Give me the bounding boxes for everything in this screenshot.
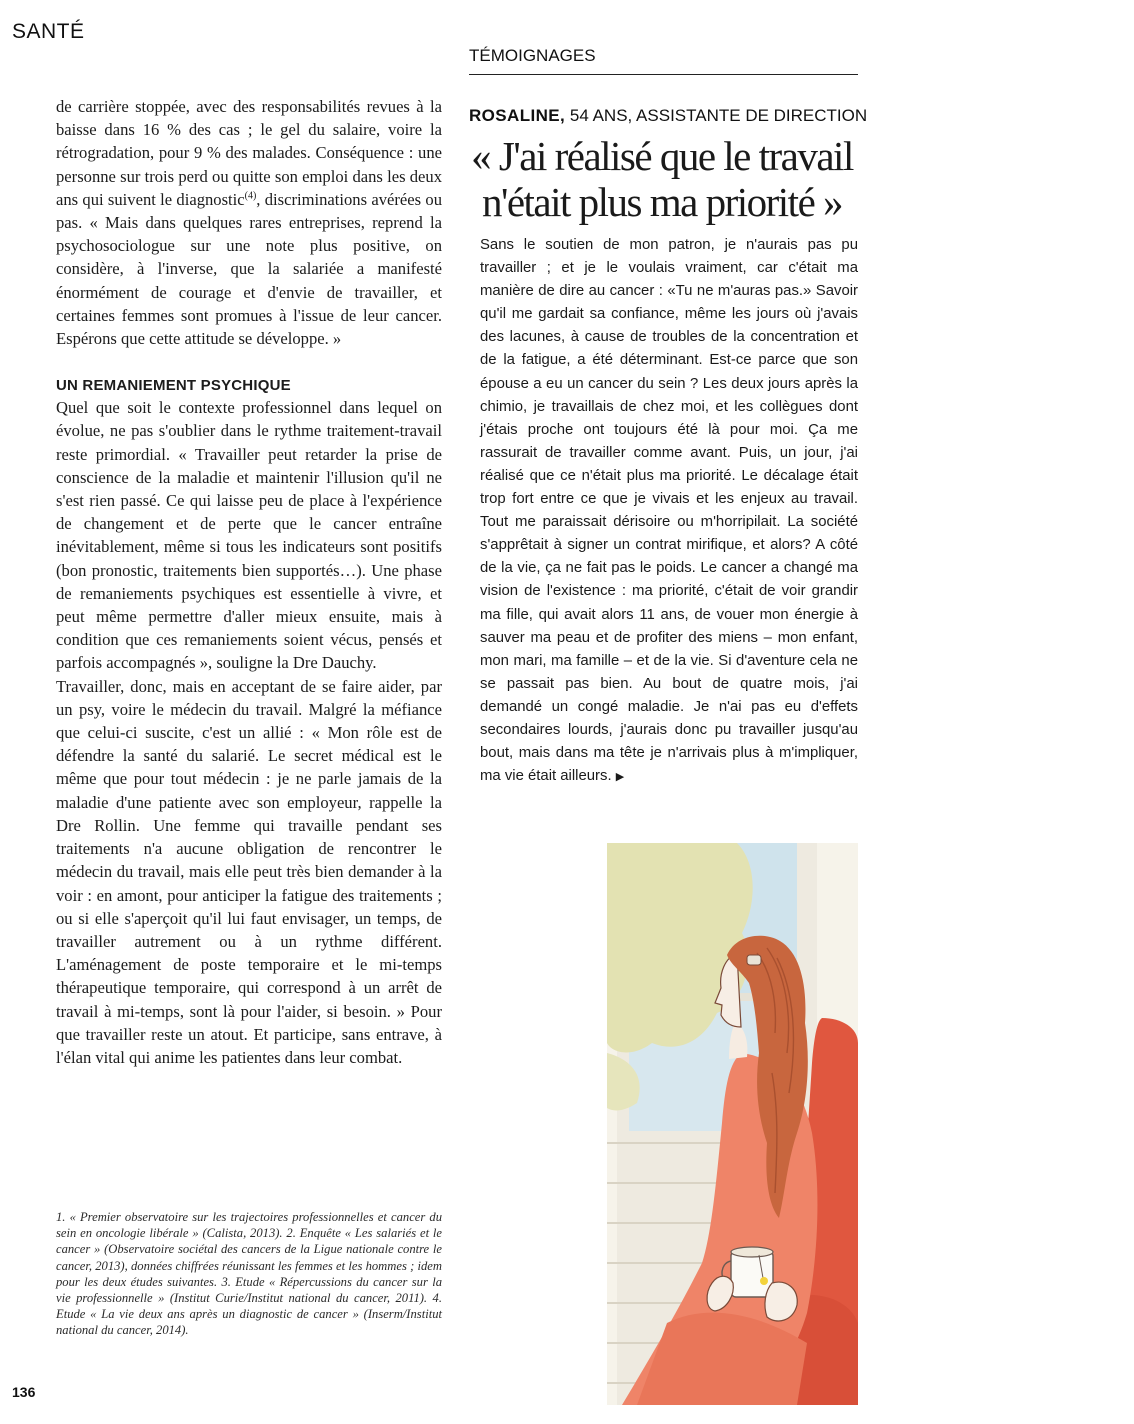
body-paragraph: Travailler, donc, mais en acceptant de se faire aider, par un psy, voire le médecin du travail. Malgré la méfiance que celui-ci suscite, c'est un allié : « Mon rôle est de défendre la santé du salarié. Le secret médical est le même que pour tout médecin : je ne parle jamais de la maladie d'une patiente avec son employeur, rappelle la Dre Rollin. Une femme qui travaille pendant ses traitements n'a aucune obligation de rencontrer le médecin du travail, mais elle peut très bien demander à la voir : en amont, pour anticiper la fatigue des traitements ; ou si elle s'aperçoit qu'il lui faut envisager, un temps, de travailler autrement ou à un rythme différent. L'aménagement de poste temporaire et le mi-temps thérapeutique temporaire, qui correspond à un arrêt de travail à mi-temps, sont là pour l'aider, si besoin. » Pour que travailler reste un atout. Et participe, sans entrave, à l'élan vital qui anime les patientes dans leur combat. (56, 676, 442, 1067)
testimony-body: Sans le soutien de mon patron, je n'aurais pas pu travailler ; et je le voulais vraiment, car c'était ma manière de dire au cancer : «Tu ne m'auras pas.» Savoir qu'il me gardait sa confiance, même les jours où j'avais des lacunes, à cause de troubles de la concentration et de la fatigue, a été déterminant. Est-ce parce que son épouse a eu un cancer du sein ? Les deux jours après la chimio, je travaillais de chez moi, et les collègues dont j'étais proche ont toujours été là pour moi. Ça me rassurait de travailler comme avant. Puis, un jour, j'ai réalisé que ce n'était plus ma priorité. Le décalage était trop fort entre ce que je vivais et les enjeux au travail. Tout me paraissait dérisoire ou m'horripilait. La société s'apprêtait à signer un contrat mirifique, et alors? A côté de la vie, ça ne fait pas le poids. Le cancer a changé ma vision de l'existence : ma priorité, c'était de voir grandir ma fille, qui avait alors 11 ans, de vouer mon énergie à sauver ma peau et de profiter des miens – mon enfant, mon mari, ma famille – et de la vie. Si d'aventure cela ne se passait pas bien. Au bout de quatre mois, j'ai demandé un congé maladie. Je n'ai pas eu d'effets secondaires lourds, j'aurais donc pu travailler jusqu'au bout, mais dans ma tête je n'arrivais plus à m'impliquer, ma vie était ailleurs. ▶ (480, 237, 858, 785)
section-label: SANTÉ (12, 20, 85, 43)
article-left-column (56, 95, 442, 1069)
footnote-reference: (4) (244, 190, 257, 202)
testimony-details: 54 ANS, ASSISTANTE DE DIRECTION (565, 106, 868, 125)
headline-line: n'était plus ma priorité » (481, 179, 843, 225)
headline-line: « J'ai réalisé que le travail (471, 133, 853, 179)
body-paragraph: de carrière stoppée, avec des responsabilités revues à la baisse dans 16 % des cas ; le gel du salaire, voire la rétrogradation, pour 9 % des malades. Conséquence : une personne sur trois perd ou quitte son emploi dans les deux ans qui suivent le diagnostic$^{(4)}$, discriminations avérées ou pas. « Mais dans quelques rares entreprises, reprend la psychosociologue sur une note plus positive, on considère, à l'inverse, que la salariée a manifesté énormément de courage et d'envie de travailler, et certaines femmes sont promues à l'issue de leur cancer. Espérons que cette attitude se développe. » (56, 97, 442, 349)
page-number: 136 (12, 1384, 36, 1400)
continue-arrow-icon: ▶ (615, 771, 625, 784)
woman-with-cup-illustration (607, 843, 858, 1405)
testimony-name: ROSALINE, (469, 106, 566, 125)
body-paragraph: Quel que soit le contexte professionnel dans lequel on évolue, ne pas s'oublier dans le rythme traitement-travail reste primordial. « Travailler peut retarder la prise de conscience de la maladie et maintenir l'illusion qu'il ne s'est rien passé. Ce qui laisse peu de place à l'expérience de changement et de perte que le cancer entraîne inévitablement, même si tous les indicateurs sont positifs (bon pronostic, traitements bien supportés…). Une phase de remaniements psychiques est essentielle à vivre, et peut même permettre d'aller mieux ensuite, mais à condition que ces remaniements soient vécus, pensés et parfois accompagnés », souligne la Dre Dauchy. (56, 398, 442, 673)
rubric-label: TÉMOIGNAGES (469, 46, 858, 75)
footnotes: 1. « Premier observatoire sur les trajectoires professionnelles et cancer du sein en oncologie libérale » (Calista, 2013). 2. Enquête « Les salariés et le cancer » (Observatoire sociétal des cancers de la Ligue nationale contre le cancer, 2013), données chiffrées réunissant les femmes et les hommes ; idem pour les deux études suivantes. 3. Etude « Répercussions du cancer sur la vie professionnelle » (Institut Curie/Institut national du cancer, 2011). 4. Etude « La vie deux ans après un diagnostic de cancer » (Inserm/Institut national du cancer, 2014). (56, 1210, 442, 1338)
testimony-headline (452, 133, 872, 225)
testimony-kicker (469, 106, 868, 126)
subheading: UN REMANIEMENT PSYCHIQUE (56, 377, 291, 395)
